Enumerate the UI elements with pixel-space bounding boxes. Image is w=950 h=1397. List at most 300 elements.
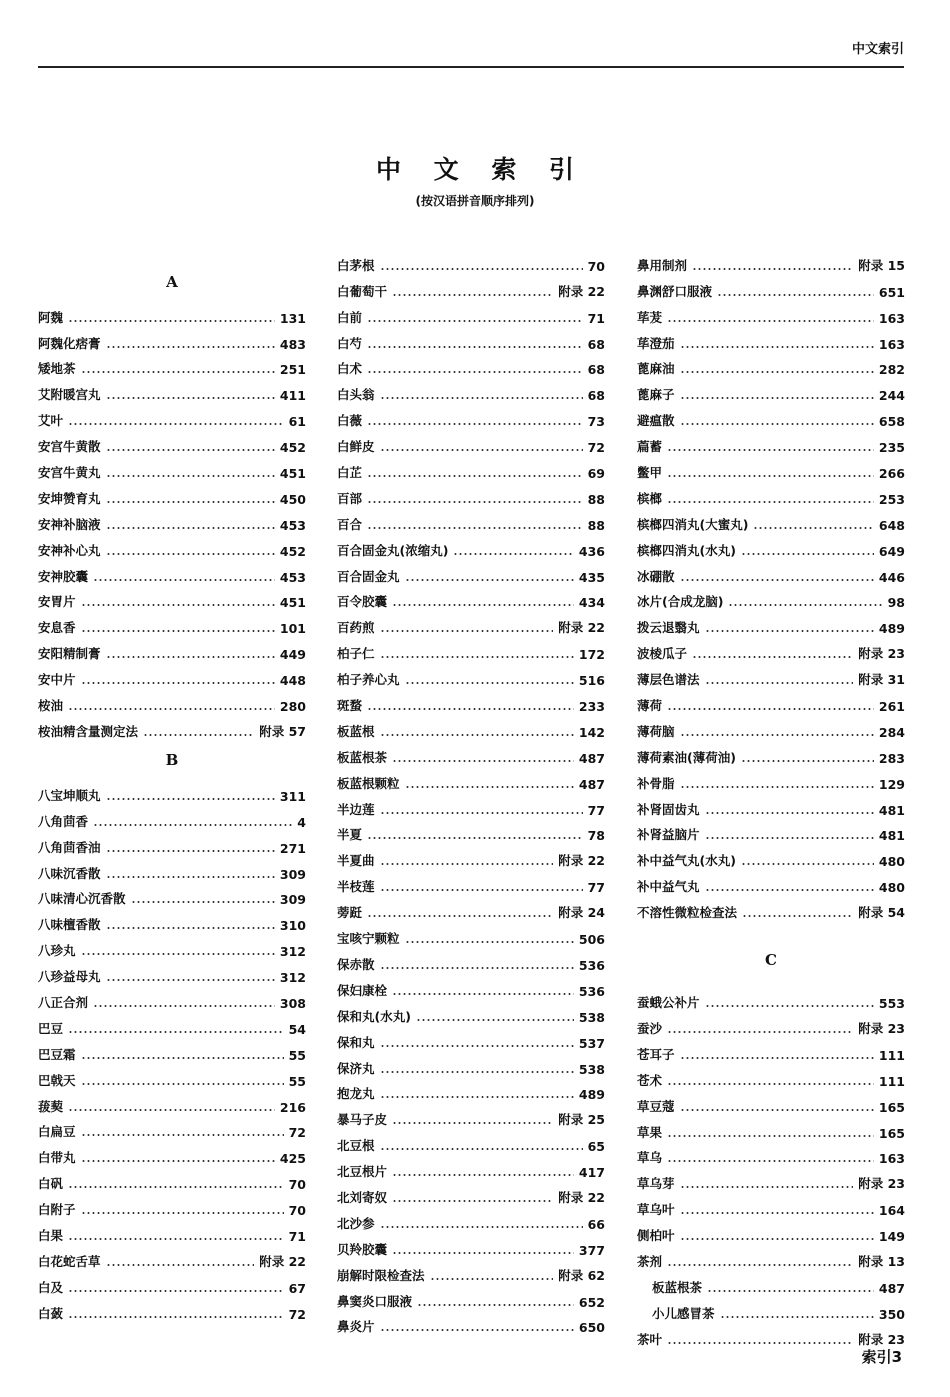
entry-term: 保济丸 — [337, 1060, 375, 1076]
entry-page: 516 — [578, 673, 605, 689]
dot-leader — [680, 786, 874, 788]
entry-term: 安宫牛黄散 — [38, 439, 101, 455]
dot-leader — [667, 501, 874, 503]
entry-page: 101 — [279, 621, 306, 637]
entry-term: 百部 — [337, 490, 363, 506]
entry-page: 253 — [878, 491, 905, 507]
dot-leader — [68, 1316, 284, 1318]
index-entry — [637, 1115, 905, 1141]
index-entry — [38, 1140, 306, 1166]
entry-term: 八正合剂 — [38, 994, 89, 1010]
entry-term: 补骨脂 — [637, 775, 675, 791]
index-entry — [337, 1258, 605, 1284]
index-entry — [637, 429, 905, 455]
dot-leader — [81, 1083, 284, 1085]
index-entry — [38, 688, 306, 714]
dot-leader — [68, 708, 275, 710]
entry-term: 槟榔 — [637, 490, 663, 506]
index-entry — [637, 1089, 905, 1115]
entry-page: 261 — [878, 699, 905, 715]
entry-page: 98 — [887, 595, 905, 611]
dot-leader — [106, 397, 275, 399]
dot-leader — [741, 863, 874, 865]
entry-page: 附录 24 — [558, 905, 605, 921]
dot-leader — [680, 1212, 874, 1214]
dot-leader — [453, 553, 573, 555]
index-entry — [337, 352, 605, 378]
entry-term: 八珍丸 — [38, 943, 76, 959]
dot-leader — [367, 915, 553, 917]
entry-term: 补中益气丸 — [637, 879, 700, 895]
entry-term: 安神补脑液 — [38, 516, 101, 532]
dot-leader — [81, 604, 275, 606]
dot-leader — [392, 294, 553, 296]
entry-page: 附录 31 — [858, 672, 905, 688]
index-entry — [38, 1270, 306, 1296]
entry-page: 70 — [288, 1177, 306, 1193]
entry-page: 417 — [578, 1165, 605, 1181]
index-entry — [337, 1077, 605, 1103]
dot-leader — [742, 915, 853, 917]
dot-leader — [380, 863, 554, 865]
index-entry — [38, 959, 306, 985]
entry-page: 350 — [878, 1306, 905, 1322]
entry-term: 板蓝根 — [337, 723, 375, 739]
entry-page: 446 — [878, 569, 905, 585]
index-entry — [38, 352, 306, 378]
entry-page: 129 — [878, 776, 905, 792]
entry-term: 蓖麻子 — [637, 387, 675, 403]
entry-page: 61 — [288, 414, 306, 430]
entry-term: 安神补心丸 — [38, 542, 101, 558]
entry-term: 鼻窦炎口服液 — [337, 1293, 413, 1309]
index-entry — [637, 481, 905, 507]
entry-page: 651 — [878, 284, 905, 300]
entry-term: 鼻渊舒口服液 — [637, 283, 713, 299]
entry-term: 薄荷脑 — [637, 723, 675, 739]
entry-page: 70 — [288, 1203, 306, 1219]
entry-term: 侧柏叶 — [637, 1228, 675, 1244]
dot-leader — [106, 501, 275, 503]
entry-term: 北豆根 — [337, 1138, 375, 1154]
entry-page: 536 — [578, 983, 605, 999]
dot-leader — [705, 682, 854, 684]
dot-leader — [106, 553, 275, 555]
entry-page: 附录 23 — [858, 1176, 905, 1192]
index-entry — [38, 907, 306, 933]
index-entry — [38, 714, 306, 740]
entry-page: 附录 62 — [558, 1267, 605, 1283]
entry-term: 巴戟天 — [38, 1072, 76, 1088]
entry-term: 八角茴香 — [38, 813, 89, 829]
entry-page: 481 — [878, 802, 905, 818]
dot-leader — [68, 1186, 284, 1188]
dot-leader — [741, 760, 874, 762]
entry-term: 白带丸 — [38, 1150, 76, 1166]
entry-term: 贝羚胶囊 — [337, 1241, 388, 1257]
dot-leader — [81, 1212, 284, 1214]
entry-term: 巴豆 — [38, 1020, 64, 1036]
dot-leader — [705, 812, 874, 814]
entry-page: 553 — [878, 996, 905, 1012]
entry-page: 163 — [878, 1151, 905, 1167]
dot-leader — [392, 1200, 553, 1202]
entry-page: 377 — [578, 1242, 605, 1258]
entry-term: 冰硼散 — [637, 568, 675, 584]
entry-page: 451 — [279, 595, 306, 611]
entry-page: 425 — [279, 1151, 306, 1167]
entry-term: 百合 — [337, 516, 363, 532]
index-entry — [637, 714, 905, 740]
index-entry — [637, 688, 905, 714]
entry-term: 白矾 — [38, 1176, 64, 1192]
entry-term: 草豆蔻 — [637, 1098, 675, 1114]
index-entry — [637, 1218, 905, 1244]
entry-term: 阿魏化痞膏 — [38, 335, 101, 351]
index-entry — [38, 830, 306, 856]
index-entry — [337, 1310, 605, 1336]
dot-leader — [680, 371, 874, 373]
entry-term: 补肾益脑片 — [637, 827, 700, 843]
section-letter: A — [166, 272, 178, 291]
dot-leader — [680, 1057, 874, 1059]
dot-leader — [405, 941, 574, 943]
entry-term: 八角茴香油 — [38, 839, 101, 855]
page-title: 中 文 索 引 — [375, 155, 587, 184]
index-entry — [337, 1284, 605, 1310]
dot-leader — [720, 1316, 874, 1318]
entry-page: 450 — [279, 491, 306, 507]
index-entry — [637, 1141, 905, 1167]
entry-page: 487 — [578, 776, 605, 792]
index-entry — [337, 403, 605, 429]
dot-leader — [380, 967, 574, 969]
entry-page: 251 — [279, 362, 306, 378]
entry-page: 489 — [878, 621, 905, 637]
index-subentry — [637, 1270, 905, 1296]
entry-page: 70 — [587, 258, 605, 274]
index-entry — [38, 455, 306, 481]
dot-leader — [367, 708, 574, 710]
entry-term: 草乌 — [637, 1150, 663, 1166]
index-entry — [637, 559, 905, 585]
entry-page: 65 — [587, 1139, 605, 1155]
entry-page: 72 — [288, 1125, 306, 1141]
page-number: 索引3 — [861, 1348, 902, 1366]
entry-term: 不溶性微粒检查法 — [637, 905, 738, 921]
dot-leader — [753, 527, 873, 529]
dot-leader — [367, 527, 583, 529]
dot-leader — [68, 320, 275, 322]
dot-leader — [68, 423, 284, 425]
dot-leader — [667, 449, 874, 451]
entry-term: 柏子仁 — [337, 646, 375, 662]
index-entry — [337, 455, 605, 481]
page-subtitle: (按汉语拼音顺序排列) — [415, 194, 535, 208]
entry-page: 附录 23 — [858, 1020, 905, 1036]
entry-term: 避瘟散 — [637, 413, 675, 429]
entry-term: 槟榔四消丸(水丸) — [637, 542, 736, 558]
index-entry — [38, 533, 306, 559]
dot-leader — [131, 901, 275, 903]
dot-leader — [380, 889, 583, 891]
entry-page: 538 — [578, 1009, 605, 1025]
dot-leader — [405, 579, 574, 581]
entry-page: 308 — [279, 995, 306, 1011]
index-entry — [337, 714, 605, 740]
dot-leader — [417, 1304, 574, 1306]
index-entry — [337, 636, 605, 662]
dot-leader — [68, 1031, 284, 1033]
index-entry — [337, 1206, 605, 1232]
entry-term: 拨云退翳丸 — [637, 620, 700, 636]
index-entry — [337, 792, 605, 818]
entry-term: 桉油 — [38, 698, 64, 714]
index-entry — [38, 1089, 306, 1115]
entry-term: 北沙参 — [337, 1215, 375, 1231]
entry-term: 白附子 — [38, 1202, 76, 1218]
index-entry — [637, 766, 905, 792]
dot-leader — [106, 527, 275, 529]
entry-term: 草果 — [637, 1124, 663, 1140]
dot-leader — [380, 1148, 583, 1150]
dot-leader — [667, 475, 874, 477]
entry-page: 648 — [878, 517, 905, 533]
entry-page: 435 — [578, 569, 605, 585]
entry-term: 半夏曲 — [337, 853, 375, 869]
index-entry — [337, 507, 605, 533]
entry-term: 白芍 — [337, 335, 363, 351]
index-entry — [38, 1192, 306, 1218]
dot-leader — [106, 876, 275, 878]
entry-term: 补肾固齿丸 — [637, 801, 700, 817]
index-entry — [337, 1232, 605, 1258]
index-entry — [337, 947, 605, 973]
entry-term: 薄荷素油(薄荷油) — [637, 749, 736, 765]
entry-term: 百药煎 — [337, 620, 375, 636]
entry-page: 68 — [587, 388, 605, 404]
index-entry — [38, 933, 306, 959]
entry-page: 453 — [279, 569, 306, 585]
entry-term: 薄荷 — [637, 698, 663, 714]
entry-page: 172 — [578, 647, 605, 663]
dot-leader — [106, 927, 275, 929]
entry-term: 百合固金丸(浓缩丸) — [337, 542, 449, 558]
running-header-title: 中文索引 — [851, 42, 904, 57]
index-entry — [337, 688, 605, 714]
entry-page: 483 — [279, 336, 306, 352]
entry-term: 板蓝根颗粒 — [337, 775, 400, 791]
entry-page: 480 — [878, 880, 905, 896]
index-entry — [38, 1296, 306, 1322]
entry-page: 235 — [878, 440, 905, 456]
entry-term: 八味沉香散 — [38, 865, 101, 881]
dot-leader — [392, 1174, 574, 1176]
dot-leader — [680, 579, 874, 581]
dot-leader — [106, 979, 275, 981]
entry-term: 八珍益母丸 — [38, 969, 101, 985]
entry-page: 487 — [578, 750, 605, 766]
entry-term: 北豆根片 — [337, 1164, 388, 1180]
index-entry — [337, 1102, 605, 1128]
entry-term: 安坤赞育丸 — [38, 490, 101, 506]
entry-term: 安宫牛黄丸 — [38, 465, 101, 481]
dot-leader — [106, 475, 275, 477]
entry-term: 白薇 — [337, 413, 363, 429]
index-entry — [337, 610, 605, 636]
index-entry — [38, 882, 306, 908]
index-entry — [637, 843, 905, 869]
entry-page: 附录 15 — [858, 257, 905, 273]
dot-leader — [667, 1342, 853, 1344]
entry-page: 312 — [279, 970, 306, 986]
entry-term: 暴马子皮 — [337, 1112, 388, 1128]
dot-leader — [81, 1134, 284, 1136]
index-entry — [38, 1166, 306, 1192]
dot-leader — [392, 604, 574, 606]
index-entry — [337, 326, 605, 352]
entry-page: 453 — [279, 517, 306, 533]
entry-term: 安息香 — [38, 620, 76, 636]
entry-page: 434 — [578, 595, 605, 611]
index-entry — [38, 804, 306, 830]
entry-page: 449 — [279, 647, 306, 663]
index-subentry — [637, 1296, 905, 1322]
dot-leader — [380, 1329, 574, 1331]
index-entry — [637, 326, 905, 352]
dot-leader — [367, 501, 583, 503]
entry-term: 蓖麻油 — [637, 361, 675, 377]
index-column-2 — [337, 248, 605, 1335]
index-entry — [337, 766, 605, 792]
entry-page: 411 — [279, 388, 306, 404]
dot-leader — [81, 682, 275, 684]
dot-leader — [367, 475, 583, 477]
dot-leader — [667, 1135, 874, 1137]
entry-term: 白术 — [337, 361, 363, 377]
entry-page: 282 — [878, 362, 905, 378]
index-entry — [38, 662, 306, 688]
entry-term: 蚕沙 — [637, 1020, 663, 1036]
entry-term: 草乌芽 — [637, 1176, 675, 1192]
entry-page: 309 — [279, 892, 306, 908]
dot-leader — [68, 1238, 284, 1240]
entry-page: 142 — [578, 724, 605, 740]
entry-page: 481 — [878, 828, 905, 844]
entry-term: 保和丸(水丸) — [337, 1008, 411, 1024]
dot-leader — [392, 1122, 553, 1124]
entry-page: 312 — [279, 944, 306, 960]
entry-page: 附录 13 — [858, 1253, 905, 1269]
entry-page: 77 — [587, 802, 605, 818]
index-entry — [637, 895, 905, 921]
index-entry — [38, 559, 306, 585]
dot-leader — [143, 734, 254, 736]
entry-term: 百合固金丸 — [337, 568, 400, 584]
dot-leader — [106, 1264, 255, 1266]
entry-page: 72 — [587, 440, 605, 456]
dot-leader — [705, 1005, 874, 1007]
dot-leader — [728, 604, 882, 606]
entry-term: 鼻用制剂 — [637, 257, 688, 273]
entry-term: 白芷 — [337, 465, 363, 481]
dot-leader — [93, 579, 275, 581]
dot-leader — [680, 1238, 874, 1240]
dot-leader — [692, 656, 853, 658]
index-column-3 — [637, 248, 905, 1348]
entry-term: 艾叶 — [38, 413, 64, 429]
index-entry — [337, 1025, 605, 1051]
index-entry — [637, 377, 905, 403]
dot-leader — [81, 1160, 275, 1162]
entry-page: 537 — [578, 1035, 605, 1051]
dot-leader — [680, 397, 874, 399]
entry-page: 66 — [587, 1216, 605, 1232]
dot-leader — [430, 1278, 554, 1280]
index-entry — [38, 1218, 306, 1244]
entry-page: 658 — [878, 414, 905, 430]
index-entry — [38, 403, 306, 429]
entry-term: 柏子养心丸 — [337, 672, 400, 688]
entry-term: 苍术 — [637, 1072, 663, 1088]
entry-page: 4 — [297, 814, 306, 830]
index-entry — [38, 778, 306, 804]
entry-term: 安神胶囊 — [38, 568, 89, 584]
index-entry — [337, 1128, 605, 1154]
entry-page: 附录 22 — [558, 1189, 605, 1205]
entry-page: 67 — [288, 1280, 306, 1296]
index-entry — [637, 455, 905, 481]
entry-page: 451 — [279, 466, 306, 482]
entry-term: 北刘寄奴 — [337, 1189, 388, 1205]
entry-page: 73 — [587, 414, 605, 430]
entry-page: 55 — [288, 1047, 306, 1063]
dot-leader — [667, 1160, 874, 1162]
dot-leader — [380, 1096, 574, 1098]
dot-leader — [667, 1083, 874, 1085]
dot-leader — [705, 837, 874, 839]
dot-leader — [380, 1045, 574, 1047]
index-entry — [38, 985, 306, 1011]
entry-page: 650 — [578, 1320, 605, 1336]
dot-leader — [367, 320, 583, 322]
dot-leader — [705, 889, 874, 891]
dot-leader — [68, 1109, 275, 1111]
entry-page: 165 — [878, 1099, 905, 1115]
entry-term: 白及 — [38, 1279, 64, 1295]
entry-term: 冰片(合成龙脑) — [637, 594, 724, 610]
index-entry — [637, 636, 905, 662]
entry-page: 附录 22 — [558, 853, 605, 869]
entry-term: 茶叶 — [637, 1331, 663, 1347]
entry-term: 白葡萄干 — [337, 283, 388, 299]
dot-leader — [392, 993, 574, 995]
index-entry — [38, 1115, 306, 1141]
entry-page: 88 — [587, 491, 605, 507]
dot-leader — [81, 1057, 284, 1059]
entry-term: 萹蓄 — [637, 439, 663, 455]
dot-leader — [380, 1226, 583, 1228]
index-entry — [337, 248, 605, 274]
index-entry — [337, 1180, 605, 1206]
index-entry — [38, 636, 306, 662]
dot-leader — [667, 1264, 853, 1266]
entry-term: 鳖甲 — [637, 465, 663, 481]
entry-page: 149 — [878, 1229, 905, 1245]
index-entry — [637, 740, 905, 766]
index-entry — [637, 1192, 905, 1218]
entry-page: 附录 22 — [558, 620, 605, 636]
